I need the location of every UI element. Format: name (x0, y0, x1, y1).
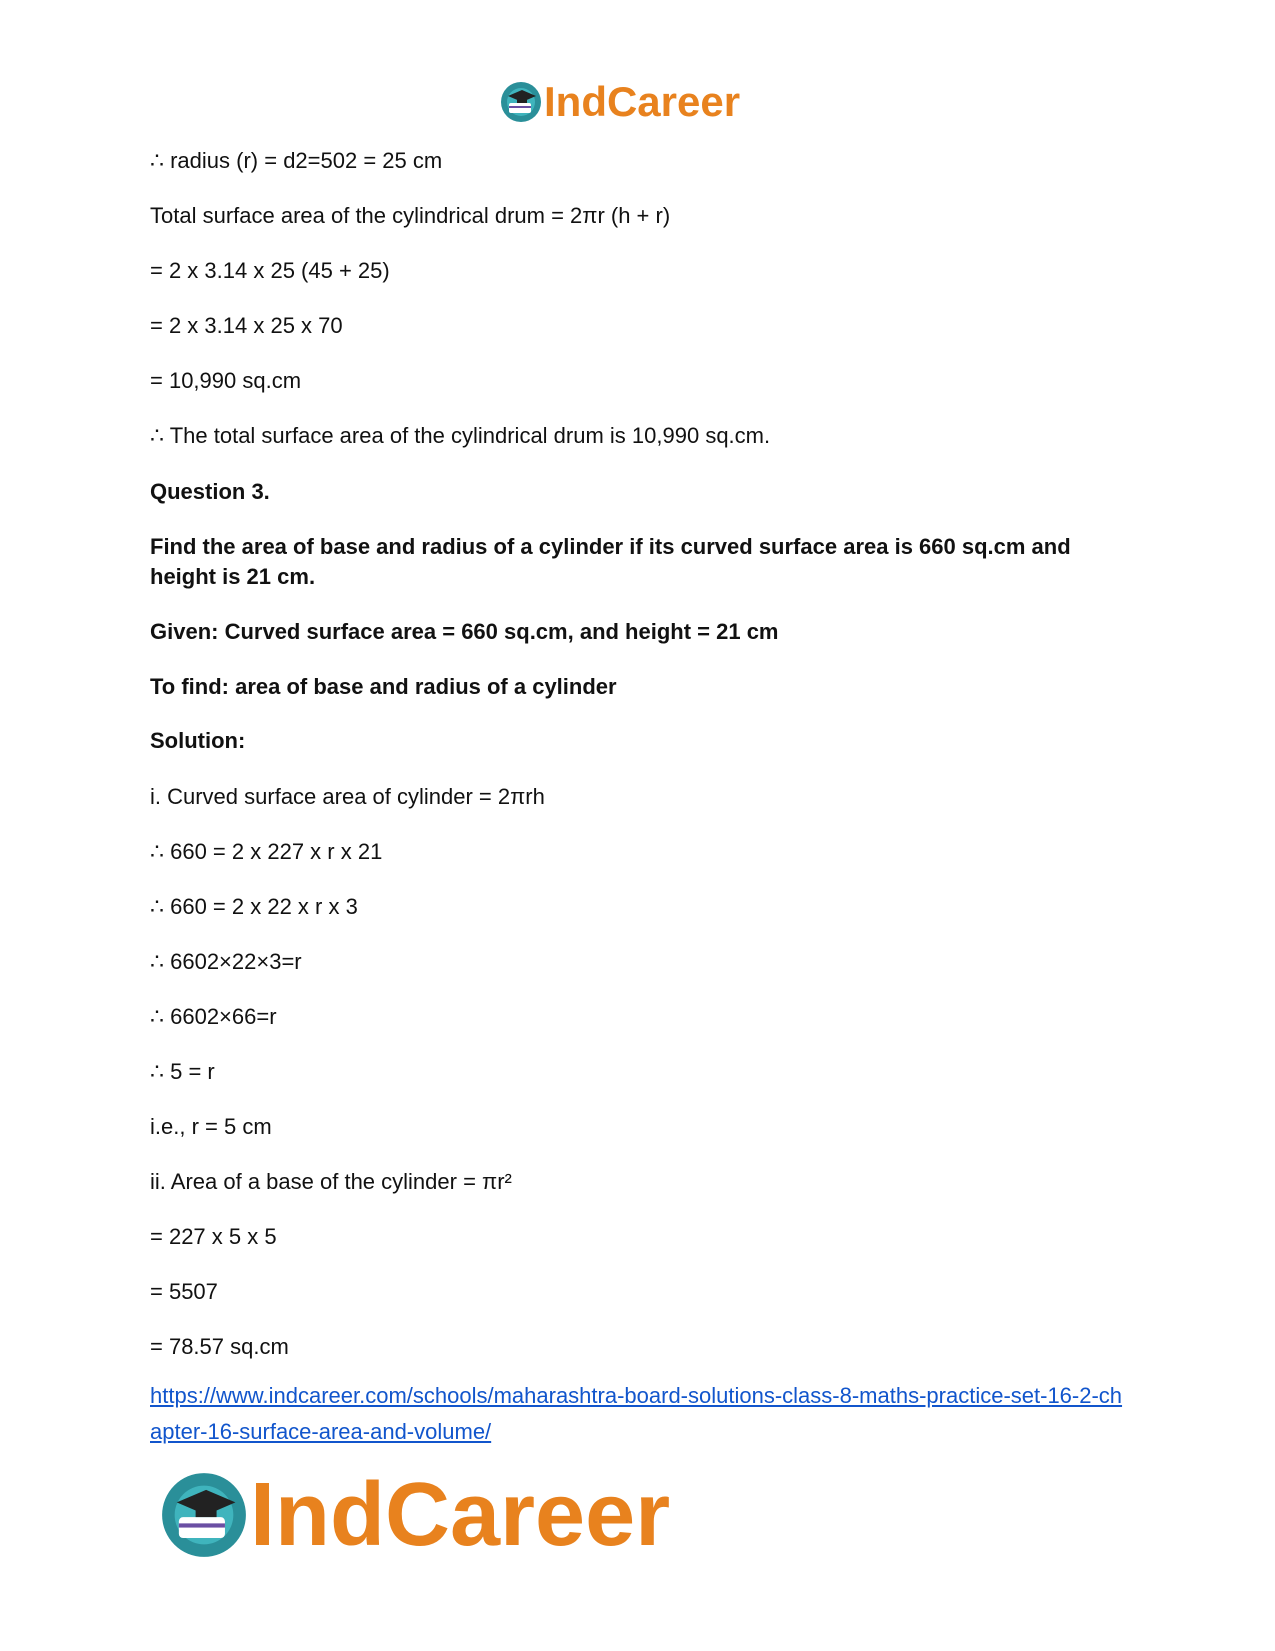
question-heading: Question 3. (150, 479, 270, 504)
solution-line: = 227 x 5 x 5 (150, 1224, 277, 1249)
solution-line: ∴ 5 = r (150, 1059, 215, 1084)
solution-line: ∴ 6602×66=r (150, 1004, 277, 1029)
given-text: Given: Curved surface area = 660 sq.cm, and height = 21 cm (150, 619, 779, 644)
solution-line: ∴ 660 = 2 x 227 x r x 21 (150, 839, 383, 864)
text-line: ∴ The total surface area of the cylindrical drum is 10,990 sq.cm. (150, 423, 771, 448)
header-logo (500, 78, 740, 126)
solution-line: i. Curved surface area of cylinder = 2πrh (150, 784, 545, 809)
solution-line: ∴ 660 = 2 x 22 x r x 3 (150, 894, 358, 919)
question-text: Find the area of base and radius of a cylinder if its curved surface area is 660 sq.cm and height is 21 cm. (150, 534, 1071, 589)
solution-line: i.e., r = 5 cm (150, 1114, 272, 1139)
source-link[interactable]: https://www.indcareer.com/schools/maharashtra-board-solutions-class-8-maths-practice-set-16-2-chapter-16-surface-area-and-volume/ (150, 1383, 1123, 1444)
text-line: ∴ radius (r) = d2=502 = 25 cm (150, 148, 443, 173)
solution-line: ∴ 6602×22×3=r (150, 949, 302, 974)
graduation-book-icon (500, 81, 542, 123)
footer-logo (160, 1465, 670, 1565)
text-line: Total surface area of the cylindrical drum = 2πr (h + r) (150, 203, 671, 228)
solution-heading: Solution: (150, 728, 246, 753)
text-line: = 2 x 3.14 x 25 x 70 (150, 313, 343, 338)
to-find-text: To find: area of base and radius of a cylinder (150, 674, 617, 699)
solution-line: ii. Area of a base of the cylinder = πr² (150, 1169, 512, 1194)
solution-line: = 78.57 sq.cm (150, 1334, 289, 1359)
text-line: = 10,990 sq.cm (150, 368, 302, 393)
logo-text: IndCareer (544, 78, 741, 125)
solution-line: = 5507 (150, 1279, 218, 1304)
logo-text: IndCareer (250, 1464, 671, 1565)
text-line: = 2 x 3.14 x 25 (45 + 25) (150, 258, 390, 283)
graduation-book-icon (160, 1471, 248, 1559)
